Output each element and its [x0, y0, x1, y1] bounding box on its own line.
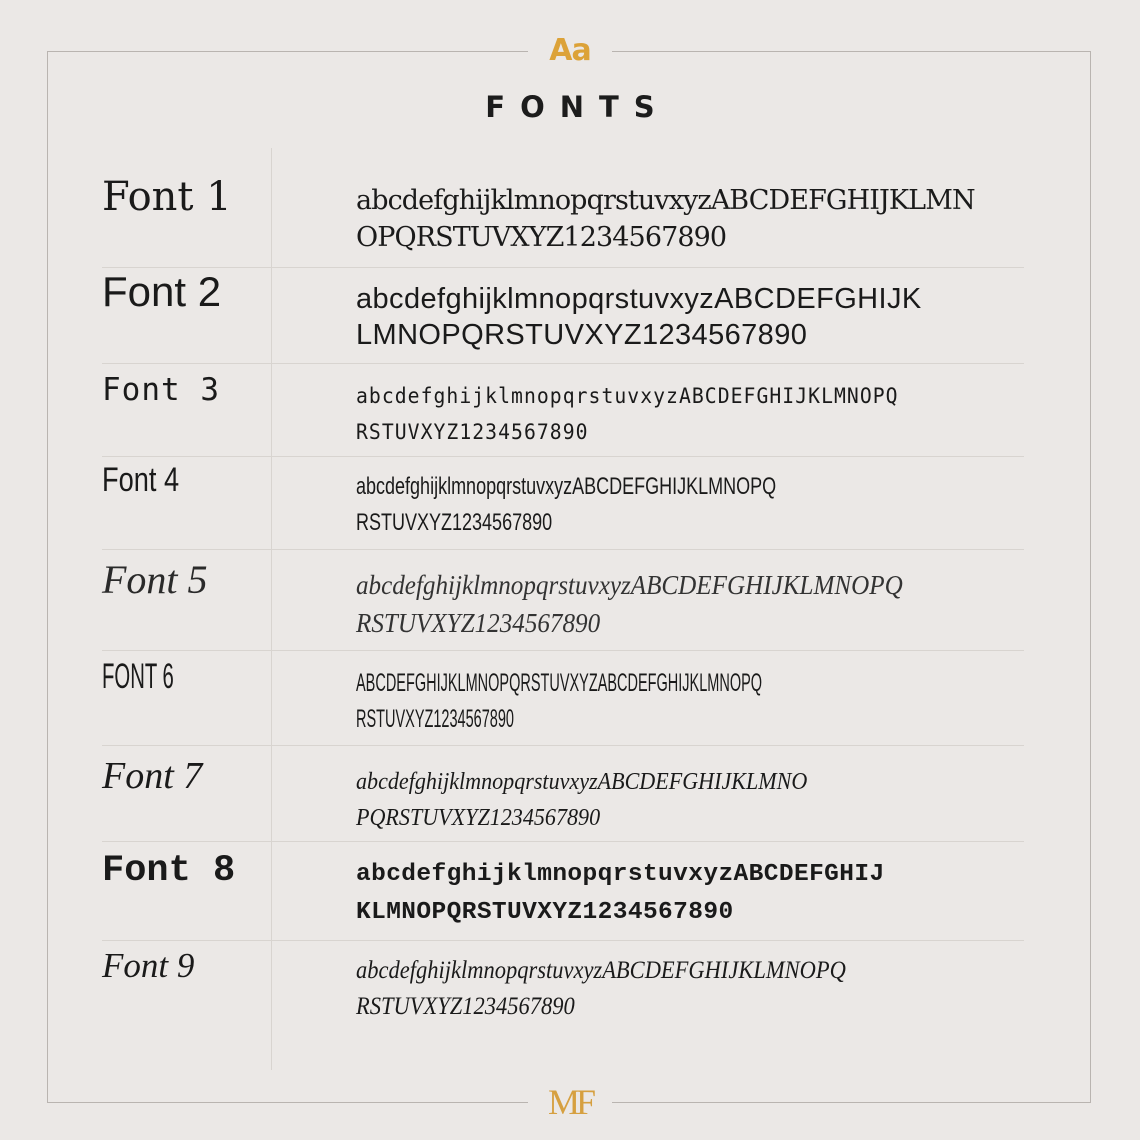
sample-line: abcdefghijklmnopqrstuvxyzABCDEFGHIJK	[356, 283, 922, 315]
font-sample	[356, 182, 1026, 256]
font-name: Font 1	[102, 174, 232, 220]
font-row-2	[0, 268, 1140, 364]
font-name: Font 3	[102, 372, 220, 408]
font-sample	[356, 665, 1052, 737]
sample-line: abcdefghijklmnopqrstuvxyzABCDEFGHIJKLMNOPQ	[356, 384, 899, 408]
sample-line: abcdefghijklmnopqrstuvxyzABCDEFGHIJKLMNOPQ	[356, 957, 846, 984]
font-sample	[356, 953, 1022, 1025]
sample-line: ABCDEFGHIJKLMNOPQRSTUVXYZABCDEFGHIJKLMNOPQ	[356, 669, 763, 697]
font-row-8	[0, 842, 1140, 941]
sample-line: abcdefghijklmnopqrstuvxyzABCDEFGHIJKLMNO	[356, 769, 808, 795]
aa-logo-icon: Aa	[549, 32, 591, 68]
sample-line: LMNOPQRSTUVXYZ1234567890	[356, 319, 808, 351]
sample-line: RSTUVXYZ1234567890	[356, 993, 575, 1020]
sample-line: abcdefghijklmnopqrstuvxyzABCDEFGHIJKLMN	[356, 185, 975, 216]
sample-line: abcdefghijklmnopqrstuvxyzABCDEFGHIJKLMNOPQ	[356, 473, 777, 500]
sample-line: OPQRSTUVXYZ1234567890	[356, 222, 727, 253]
font-row-4	[0, 457, 1140, 550]
font-name: FONT 6	[102, 657, 174, 696]
font-sample	[356, 856, 1026, 932]
font-name: Font 2	[102, 268, 222, 315]
sample-line: RSTUVXYZ1234567890	[356, 705, 514, 733]
font-sample	[356, 281, 1026, 353]
mf-logo-icon: MF	[547, 1082, 593, 1122]
font-name: Font 7	[102, 755, 203, 797]
sample-line: RSTUVXYZ1234567890	[356, 509, 553, 536]
font-sample	[356, 764, 1028, 836]
font-sample	[356, 469, 1031, 541]
font-row-3	[0, 364, 1140, 457]
font-row-5	[0, 550, 1140, 651]
aa-badge	[528, 30, 612, 70]
font-name: Font 4	[102, 461, 180, 499]
sample-line: KLMNOPQRSTUVXYZ1234567890	[356, 899, 734, 926]
font-row-9	[0, 941, 1140, 1031]
font-name: Font 9	[102, 946, 195, 985]
font-name: Font 5	[102, 557, 208, 602]
sample-line: RSTUVXYZ1234567890	[356, 608, 601, 638]
font-row-6	[0, 651, 1140, 746]
sample-line: PQRSTUVXYZ1234567890	[356, 805, 601, 831]
sample-line: RSTUVXYZ1234567890	[356, 420, 589, 444]
font-row-7	[0, 746, 1140, 842]
font-sample	[356, 378, 986, 450]
mf-badge	[528, 1082, 612, 1122]
font-row-1	[0, 160, 1140, 268]
font-name: Font 8	[102, 850, 236, 892]
sample-line: abcdefghijklmnopqrstuvxyzABCDEFGHIJ	[356, 861, 885, 888]
page-title: FONTS	[485, 90, 670, 124]
font-sample	[356, 566, 1026, 642]
sample-line: abcdefghijklmnopqrstuvxyzABCDEFGHIJKLMNOPQ	[356, 570, 903, 600]
